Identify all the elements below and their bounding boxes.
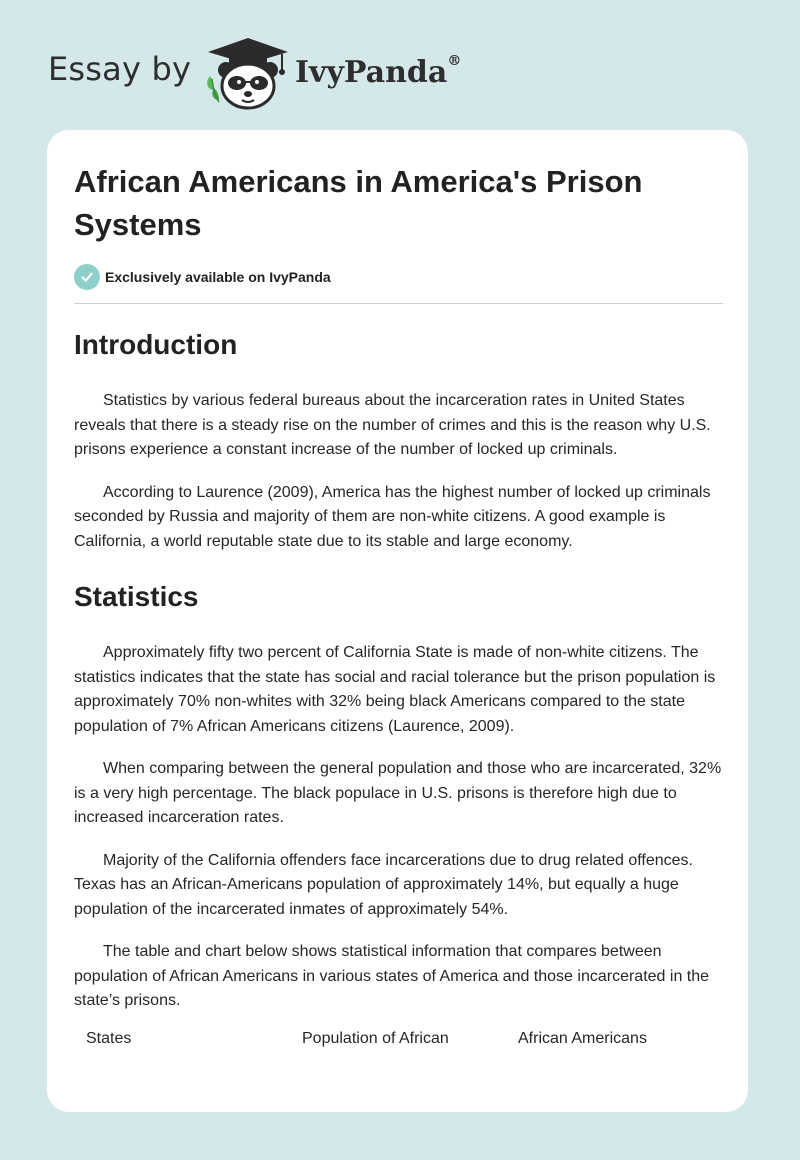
paragraph: According to Laurence (2009), America has the highest number of locked up criminals seconded by Russia and majority of them are non-white citizens. A good example is California, a world reputable state due to its stable and large economy.: [74, 483, 711, 550]
essay-by-label: Essay by: [48, 50, 192, 88]
paragraph: Statistics by various federal bureaus about the incarceration rates in United States reveals that there is a steady rise on the number of crimes and this is the reason why U.S. prisons experience a constant increase of the number of locked up criminals.: [74, 392, 711, 458]
badge-label: Exclusively available on IvyPanda: [105, 269, 331, 285]
paragraph: Approximately fifty two percent of California State is made of non-white citizens. The statistics indicates that the state has social and racial tolerance but the prison population is approximately 70% non-whites with 32% being black Americans compared to the state population of 7% African Americans citizens (Laurence, 2009).: [74, 644, 716, 735]
paragraph: Majority of the California offenders face incarcerations due to drug related offences. Texas has an African-Americans population of approximately 14%, but equally a huge population of the incarcerated inmates of approximately 54%.: [74, 851, 693, 918]
essay-body: [74, 320, 724, 1054]
site-header: [48, 30, 548, 110]
section-heading-statistics: Statistics: [74, 581, 199, 612]
table-header-row: [74, 1030, 724, 1054]
paragraph: When comparing between the general population and those who are incarcerated, 32% is a very high percentage. The black populace in U.S. prisons is therefore high due to increased incarceration rates.: [74, 760, 722, 826]
panda-logo-icon[interactable]: [202, 34, 294, 110]
essay-card: [47, 130, 748, 1112]
brand-label: IvyPanda: [295, 55, 448, 90]
section-heading-introduction: Introduction: [74, 329, 238, 360]
check-icon: [74, 264, 100, 290]
paragraph: The table and chart below shows statistical information that compares between population of African Americans in various states of America and those incarcerated in the state’s prisons.: [74, 943, 710, 1009]
page-title: African Americans in America's Prison Systems: [74, 164, 643, 242]
column-header-population: Population of African: [302, 1029, 449, 1047]
column-header-states: States: [86, 1029, 132, 1047]
divider: [74, 303, 723, 304]
registered-mark: ®: [447, 53, 462, 69]
column-header-african-americans: African Americans: [518, 1029, 647, 1047]
brand-name[interactable]: [295, 55, 461, 90]
exclusive-badge: [74, 264, 331, 290]
